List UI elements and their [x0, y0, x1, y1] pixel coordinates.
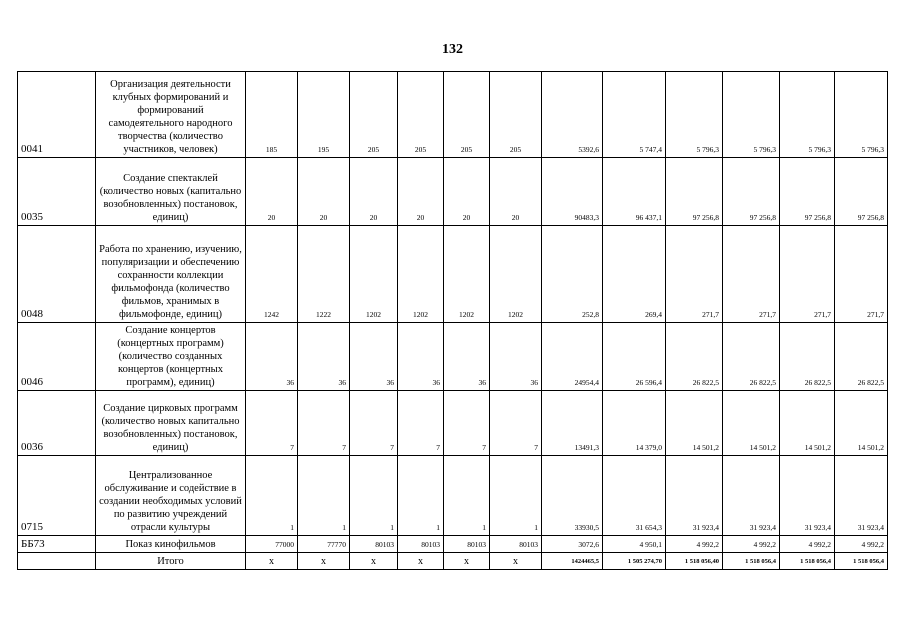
value-cell: 3072,6 [542, 536, 603, 553]
value-cell: 36 [444, 323, 490, 391]
total-value-cell: 1 518 056,4 [723, 553, 780, 570]
row-code: 0041 [18, 72, 96, 158]
value-cell: 77000 [246, 536, 298, 553]
value-cell: 205 [398, 72, 444, 158]
value-cell: 20 [444, 158, 490, 226]
table-row [18, 391, 888, 456]
value-cell: 80103 [350, 536, 398, 553]
value-cell: 14 501,2 [780, 391, 835, 456]
value-cell: 97 256,8 [666, 158, 723, 226]
value-cell: 205 [444, 72, 490, 158]
row-code: ББ73 [18, 536, 96, 553]
value-cell: 80103 [444, 536, 490, 553]
value-cell: 80103 [398, 536, 444, 553]
value-cell: 31 923,4 [723, 456, 780, 536]
value-cell: 1 [398, 456, 444, 536]
value-cell: 20 [246, 158, 298, 226]
value-cell: 33930,5 [542, 456, 603, 536]
row-code: 0036 [18, 391, 96, 456]
value-cell: 96 437,1 [603, 158, 666, 226]
value-cell: 14 501,2 [666, 391, 723, 456]
value-cell: 36 [490, 323, 542, 391]
value-cell: 36 [350, 323, 398, 391]
value-cell: 5 796,3 [835, 72, 888, 158]
row-description: Работа по хранению, изучению, популяризации и обеспечению сохранности коллекции фильмофонда (количество фильмов, хранимых в фильмофонде, единиц) [96, 226, 246, 323]
table-row [18, 72, 888, 158]
value-cell: 252,8 [542, 226, 603, 323]
value-cell: 7 [490, 391, 542, 456]
value-cell: 36 [398, 323, 444, 391]
table-row [18, 456, 888, 536]
value-cell: 20 [298, 158, 350, 226]
value-cell: 7 [398, 391, 444, 456]
row-description: Централизованное обслуживание и содействие в создании необходимых условий по развитию учреждений отрасли культуры [96, 456, 246, 536]
value-cell: 5 747,4 [603, 72, 666, 158]
row-code: 0048 [18, 226, 96, 323]
table-row [18, 158, 888, 226]
value-cell: 271,7 [666, 226, 723, 323]
value-cell: 31 923,4 [780, 456, 835, 536]
value-cell: 97 256,8 [835, 158, 888, 226]
value-cell: 1 [246, 456, 298, 536]
value-cell: 271,7 [780, 226, 835, 323]
value-cell: 20 [398, 158, 444, 226]
value-cell: 77770 [298, 536, 350, 553]
value-cell: 205 [350, 72, 398, 158]
value-cell: 36 [298, 323, 350, 391]
total-value-cell: 1 518 056,40 [666, 553, 723, 570]
value-cell: 90483,3 [542, 158, 603, 226]
value-cell: 1242 [246, 226, 298, 323]
value-cell: 4 950,1 [603, 536, 666, 553]
total-value-cell: 1 518 056,4 [780, 553, 835, 570]
value-cell: 4 992,2 [780, 536, 835, 553]
row-description: Создание цирковых программ (количество новых капитально возобновленных) постановок, единиц) [96, 391, 246, 456]
value-cell: 269,4 [603, 226, 666, 323]
value-cell: 271,7 [723, 226, 780, 323]
value-cell: 185 [246, 72, 298, 158]
row-code: 0035 [18, 158, 96, 226]
total-value-cell: 1 505 274,70 [603, 553, 666, 570]
value-cell: 5 796,3 [666, 72, 723, 158]
value-cell: 271,7 [835, 226, 888, 323]
total-label: Итого [96, 553, 246, 570]
not-applicable-mark: х [246, 553, 298, 570]
table-row [18, 536, 888, 553]
value-cell: 1222 [298, 226, 350, 323]
value-cell: 7 [246, 391, 298, 456]
value-cell: 26 822,5 [835, 323, 888, 391]
row-description: Организация деятельности клубных формирований и формирований самодеятельного народного творчества (количество участников, человек) [96, 72, 246, 158]
value-cell: 195 [298, 72, 350, 158]
not-applicable-mark: х [350, 553, 398, 570]
value-cell: 97 256,8 [780, 158, 835, 226]
not-applicable-mark: х [490, 553, 542, 570]
value-cell: 1 [298, 456, 350, 536]
value-cell: 1202 [490, 226, 542, 323]
table-row [18, 226, 888, 323]
value-cell: 14 379,0 [603, 391, 666, 456]
value-cell: 14 501,2 [835, 391, 888, 456]
value-cell: 80103 [490, 536, 542, 553]
page-number: 132 [442, 42, 463, 57]
value-cell: 20 [490, 158, 542, 226]
value-cell: 14 501,2 [723, 391, 780, 456]
value-cell: 20 [350, 158, 398, 226]
value-cell: 7 [350, 391, 398, 456]
value-cell: 26 822,5 [666, 323, 723, 391]
value-cell: 1202 [444, 226, 490, 323]
value-cell: 205 [490, 72, 542, 158]
value-cell: 1 [490, 456, 542, 536]
value-cell: 36 [246, 323, 298, 391]
total-row [18, 553, 888, 570]
value-cell: 31 654,3 [603, 456, 666, 536]
value-cell: 7 [298, 391, 350, 456]
value-cell: 5392,6 [542, 72, 603, 158]
value-cell: 5 796,3 [780, 72, 835, 158]
total-value-cell: 1 518 056,4 [835, 553, 888, 570]
not-applicable-mark: х [398, 553, 444, 570]
value-cell: 13491,3 [542, 391, 603, 456]
value-cell: 97 256,8 [723, 158, 780, 226]
value-cell: 1202 [398, 226, 444, 323]
not-applicable-mark: х [298, 553, 350, 570]
not-applicable-mark: х [444, 553, 490, 570]
value-cell: 7 [444, 391, 490, 456]
row-description: Создание концертов (концертных программ) (количество созданных концертов (концертных программ), единиц) [96, 323, 246, 391]
value-cell: 1 [444, 456, 490, 536]
total-value-cell: 1424465,5 [542, 553, 603, 570]
value-cell: 31 923,4 [666, 456, 723, 536]
total-code-cell [18, 553, 96, 570]
value-cell: 4 992,2 [666, 536, 723, 553]
value-cell: 31 923,4 [835, 456, 888, 536]
table-row [18, 323, 888, 391]
value-cell: 5 796,3 [723, 72, 780, 158]
value-cell: 4 992,2 [723, 536, 780, 553]
value-cell: 26 822,5 [723, 323, 780, 391]
value-cell: 24954,4 [542, 323, 603, 391]
value-cell: 1202 [350, 226, 398, 323]
value-cell: 1 [350, 456, 398, 536]
budget-table [17, 71, 888, 570]
row-description: Показ кинофильмов [96, 536, 246, 553]
value-cell: 4 992,2 [835, 536, 888, 553]
row-code: 0046 [18, 323, 96, 391]
value-cell: 26 822,5 [780, 323, 835, 391]
value-cell: 26 596,4 [603, 323, 666, 391]
row-description: Создание спектаклей (количество новых (капитально возобновленных) постановок, единиц) [96, 158, 246, 226]
row-code: 0715 [18, 456, 96, 536]
